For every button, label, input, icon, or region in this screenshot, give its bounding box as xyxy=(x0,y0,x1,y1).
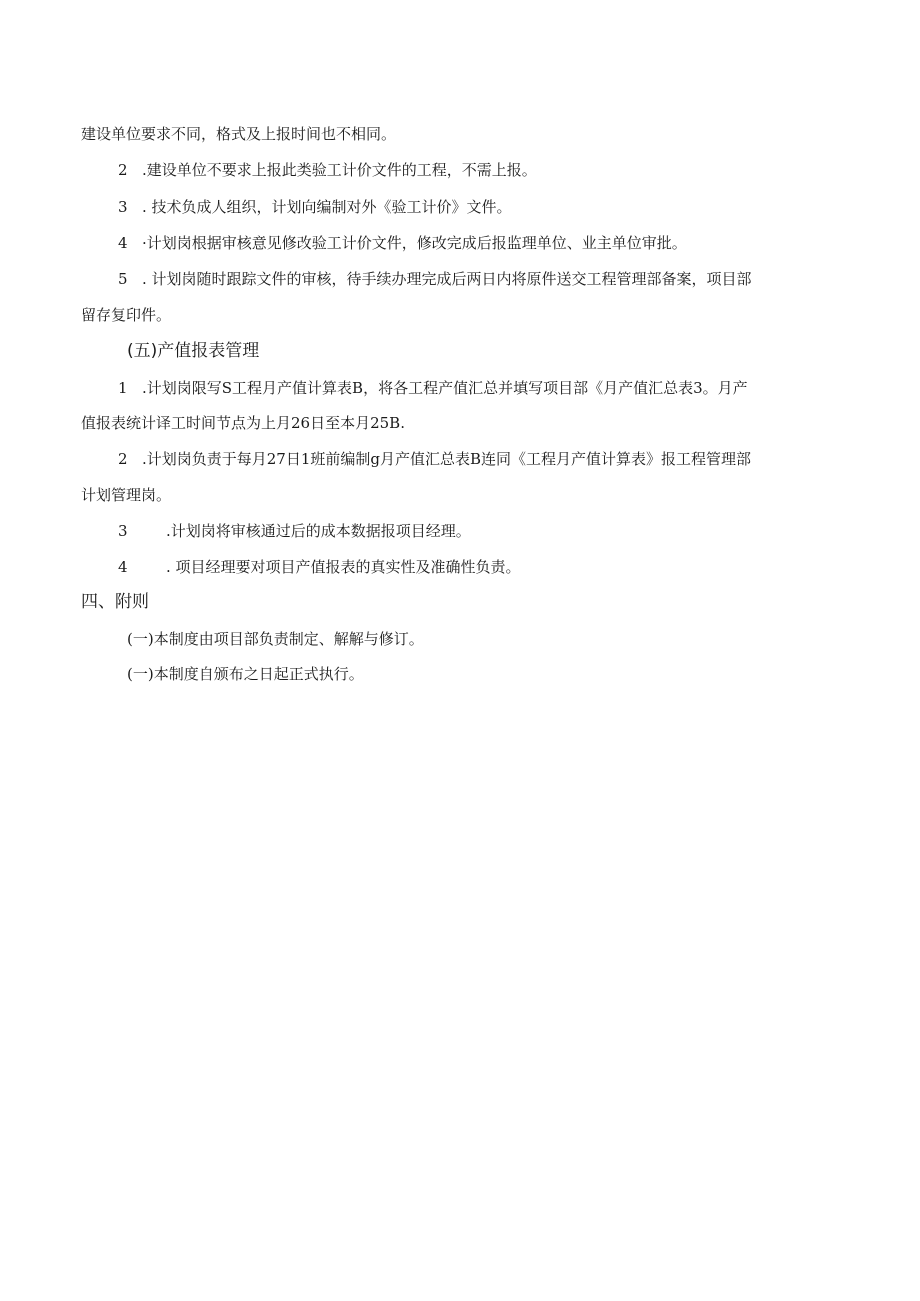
list-number: 3 xyxy=(118,198,128,216)
list-number: 4 xyxy=(118,234,128,252)
list-item-5-continuation: 留存复印件。 xyxy=(81,306,172,324)
clause-1: (一)本制度由项目部负责制定、解解与修订。 xyxy=(127,630,424,648)
list-number: 4 xyxy=(118,558,128,576)
list-text: . 计划岗随时跟踪文件的审核，待手续办理完成后两日内将原件送交工程管理部备案，项目部 xyxy=(142,270,752,288)
list-item-2b xyxy=(118,449,751,469)
list-text: .计划岗负责于每月27日1班前编制g月产值汇总表B连同《工程月产值计算表》报工程管理部 xyxy=(142,450,752,468)
section-heading-5: (五)产值报表管理 xyxy=(127,341,260,361)
list-item-4 xyxy=(118,233,687,253)
list-text: .建设单位不要求上报此类验工计价文件的工程，不需上报。 xyxy=(142,161,537,179)
list-item-2 xyxy=(118,160,537,180)
list-item-2b-continuation: 计划管理岗。 xyxy=(81,486,172,504)
list-text: .计划岗限写S工程月产值计算表B，将各工程产值汇总并填写项目部《月产值汇总表3。月产 xyxy=(142,379,748,397)
list-number: 3 xyxy=(118,522,128,540)
list-number: 2 xyxy=(118,450,128,468)
paragraph-continuation: 建设单位要求不同，格式及上报时间也不相同。 xyxy=(81,125,397,143)
list-text: . 项目经理要对项目产值报表的真实性及准确性负责。 xyxy=(166,558,521,576)
list-item-4b xyxy=(118,557,521,577)
clause-2: (一)本制度自颁布之日起正式执行。 xyxy=(127,665,364,683)
list-item-1 xyxy=(118,378,748,398)
list-item-5 xyxy=(118,269,752,289)
list-text: .计划岗将审核通过后的成本数据报项目经理。 xyxy=(166,522,471,540)
section-heading-4: 四、附则 xyxy=(81,592,149,612)
list-text: ·计划岗根据审核意见修改验工计价文件，修改完成后报监理单位、业主单位审批。 xyxy=(142,234,687,252)
list-item-3b xyxy=(118,521,471,541)
list-number: 5 xyxy=(118,270,128,288)
list-text: . 技术负成人组织，计划向编制对外《验工计价》文件。 xyxy=(142,198,512,216)
list-number: 2 xyxy=(118,161,128,179)
list-item-3 xyxy=(118,197,512,217)
list-item-1-continuation: 值报表统计译工时间节点为上月26日至本月25B. xyxy=(81,414,405,432)
list-number: 1 xyxy=(118,379,128,397)
